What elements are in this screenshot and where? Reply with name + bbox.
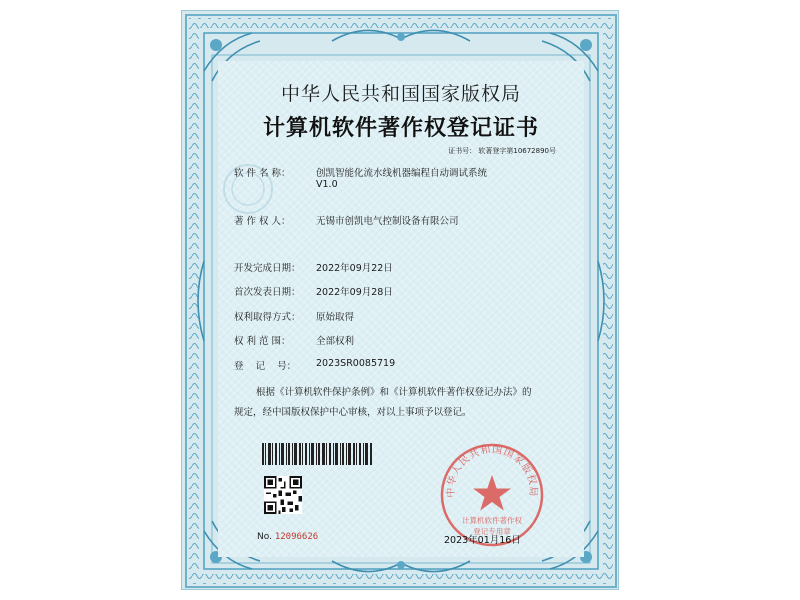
seal-outer-text: 中华人民共和国国家版权局 xyxy=(445,444,539,498)
field-label: 软 件 名 称： xyxy=(234,168,291,179)
field-label: 登 记 号： xyxy=(234,361,297,372)
serial-number xyxy=(257,532,318,542)
field-software-name xyxy=(234,165,487,190)
field-value: 无锡市创凯电气控制设备有限公司 xyxy=(316,216,459,227)
field-label: 权利取得方式： xyxy=(234,312,301,323)
barcode xyxy=(262,443,372,465)
cert-no-label: 证书号： xyxy=(448,147,477,155)
field-rights-scope xyxy=(234,333,354,347)
seal-line-2: 登记专用章 xyxy=(473,527,511,536)
statement-line-2: 规定，经中国版权保护中心审核，对以上事项予以登记。 xyxy=(234,407,472,418)
qr-code xyxy=(264,476,302,514)
issue-date: 2023年01月16日 xyxy=(444,535,521,546)
field-value: 2023SR0085719 xyxy=(316,358,396,369)
field-label: 开发完成日期： xyxy=(234,263,301,274)
serial-prefix: No. xyxy=(257,532,272,542)
field-label: 著 作 权 人： xyxy=(234,216,291,227)
field-value: 全部权利 xyxy=(316,336,355,347)
field-completion-date xyxy=(234,260,393,274)
serial-value: 12096626 xyxy=(274,532,319,542)
field-version: V1.0 xyxy=(316,179,338,190)
statement-line-1: 根据《计算机软件保护条例》和《计算机软件著作权登记办法》的 xyxy=(256,387,532,398)
field-label: 权 利 范 围： xyxy=(234,336,291,347)
certificate-number xyxy=(448,146,556,156)
cert-no-value: 软著登字第10672890号 xyxy=(478,147,556,155)
field-value: 创凯智能化流水线机器编程自动调试系统 xyxy=(316,168,488,179)
field-value: 2022年09月22日 xyxy=(316,263,393,274)
issuing-authority: 中华人民共和国国家版权局 xyxy=(280,83,521,105)
field-value: 2022年09月28日 xyxy=(316,287,393,298)
certificate xyxy=(181,10,619,590)
field-publish-date xyxy=(234,284,393,298)
field-acquisition-method xyxy=(234,309,354,323)
field-registration-number xyxy=(234,358,395,372)
seal-line-1: 计算机软件著作权 xyxy=(462,516,522,525)
statement xyxy=(234,383,574,423)
field-copyright-owner xyxy=(234,213,459,227)
field-value: 原始取得 xyxy=(316,312,355,323)
field-label: 首次发表日期： xyxy=(234,287,301,298)
certificate-title: 计算机软件著作权登记证书 xyxy=(262,116,539,141)
